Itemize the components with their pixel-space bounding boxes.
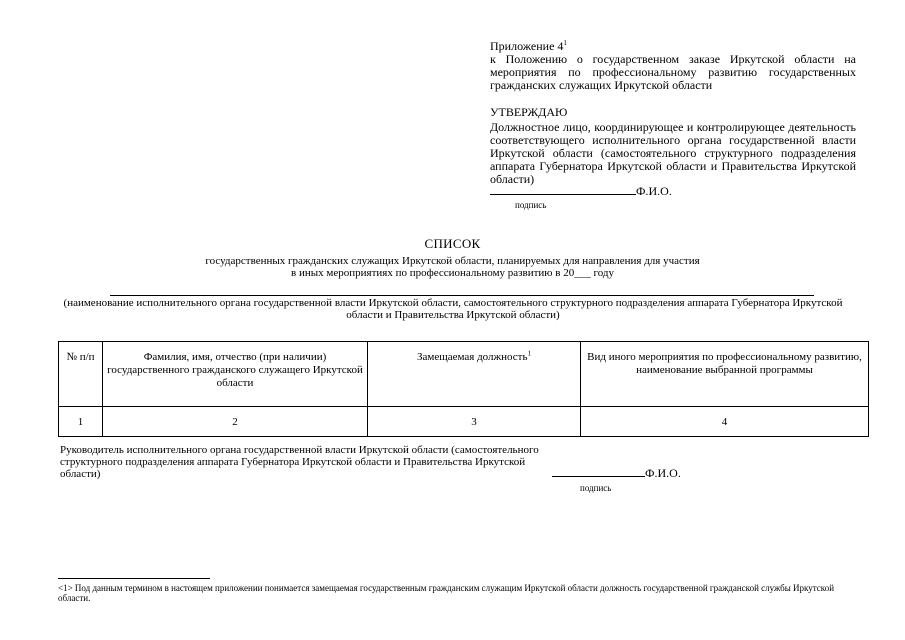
document-title: СПИСОК — [424, 236, 481, 251]
approval-heading: УТВЕРЖДАЮ — [490, 105, 568, 119]
approval-text: Должностное лицо, координирующее и контролирующее деятельность соответствующего исполнительного органа государственной власти Иркутской области (самостоятельного структурного подразделения аппарата Губернатора Иркутской области и Правительства Иркутской области) — [490, 120, 856, 186]
appendix-block — [490, 40, 856, 92]
table-header-event: Вид иного мероприятия по профессиональному развитию, наименование выбранной программы — [581, 342, 869, 407]
organization-caption: (наименование исполнительного органа государственной власти Иркутской области, самостоятельного структурного подразделения аппарата Губернатора Иркутской области и Правительства Иркутской области) — [63, 297, 843, 321]
head-signature-row — [552, 467, 681, 480]
approval-signature-caption: подпись — [515, 200, 547, 210]
organization-name-line — [110, 295, 814, 296]
approval-fio: Ф.И.О. — [636, 184, 672, 198]
appendix-title-superscript: 1 — [563, 39, 567, 47]
appendix-title: Приложение $4^1$ — [490, 39, 567, 53]
document-title-block — [100, 237, 805, 279]
employees-table — [58, 341, 869, 437]
column-number-2: 2 — [103, 407, 368, 437]
signature-line — [490, 185, 636, 195]
head-fio: Ф.И.О. — [645, 466, 681, 480]
footnote-text: <1> Под данным термином в настоящем приложении понимается замещаемая государственным гражданским служащим Иркутской области должность государственной гражданской службы Иркутской области. — [58, 583, 835, 603]
document-subtitle-line-2: в иных мероприятиях по профессиональному развитию в 20___ году — [291, 267, 614, 279]
column-number-3: 3 — [368, 407, 581, 437]
signature-line — [552, 467, 645, 477]
document-subtitle-line-1: государственных гражданских служащих Иркутской области, планируемых для направления для участия — [205, 255, 700, 267]
table-header-number: № п/п — [59, 342, 103, 407]
table-header-fio: Фамилия, имя, отчество (при наличии) государственного гражданского служащего Иркутской области — [103, 342, 368, 407]
column-number-1: 1 — [59, 407, 103, 437]
footnote-divider — [58, 578, 210, 579]
column-number-4: 4 — [581, 407, 869, 437]
approval-signature-row — [490, 185, 690, 198]
table-header-position: Замещаемая должность$^1$ — [368, 342, 581, 407]
head-signature-text: Руководитель исполнительного органа государственной власти Иркутской области (самостоятельного структурного подразделения аппарата Губернатора Иркутской области и Правительства Иркутской области) — [60, 444, 539, 480]
head-signature-caption: подпись — [580, 483, 612, 493]
table-row — [59, 407, 869, 437]
table-header-row — [59, 342, 869, 407]
approval-block — [490, 106, 856, 186]
appendix-text: к Положению о государственном заказе Иркутской области на мероприятия по профессиональному развитию государственных гражданских служащих Иркутской области — [490, 52, 856, 92]
table-header-superscript: 1 — [527, 349, 531, 358]
